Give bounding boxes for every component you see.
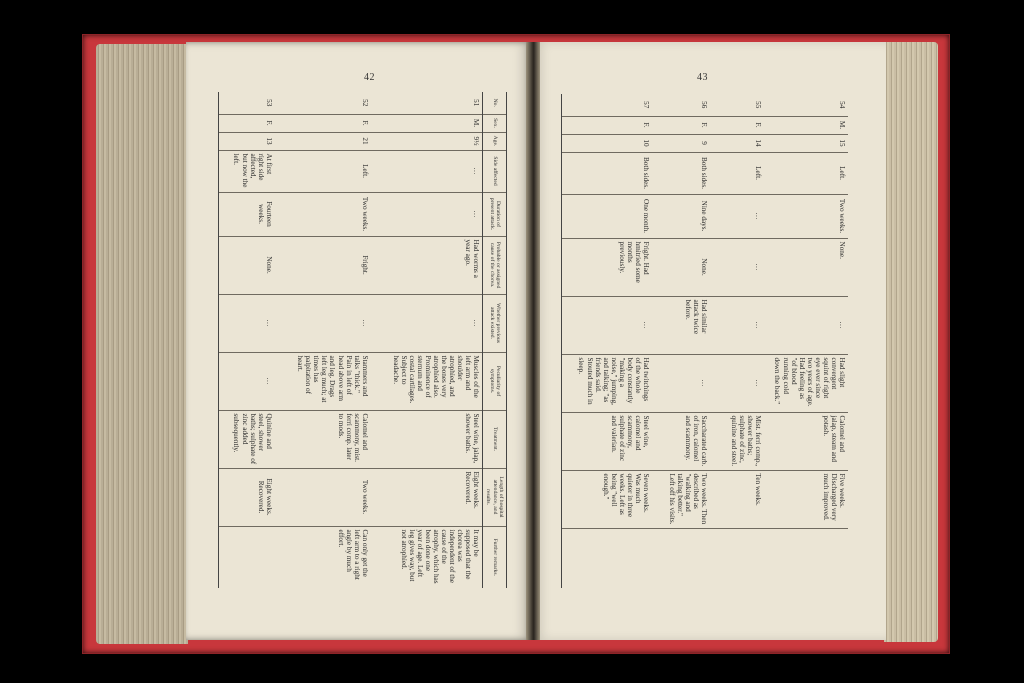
cell-cause: … bbox=[710, 238, 764, 296]
cell-sex: F. bbox=[710, 116, 764, 134]
cell-symptoms: Had slight convergent squint of right eye ever since two years of age. Had feeling as "of blood running cold down the back." bbox=[764, 354, 848, 412]
cell-age: 15 bbox=[764, 134, 848, 152]
cell-duration: … bbox=[710, 194, 764, 238]
table-row bbox=[764, 94, 848, 588]
cell-cause: None. bbox=[219, 236, 275, 294]
header-treatment: Treatment. bbox=[483, 410, 507, 468]
cell-sex: F. bbox=[562, 116, 652, 134]
cell-treatment: Calomel and scammony, mist. ferri comp. later to mods. bbox=[275, 410, 371, 468]
cell-previous: … bbox=[219, 294, 275, 352]
cell-symptoms: Muscles of the left arm and shoulder atrophied, and the bones very atrophied also. Prominence of sternum and costal cartilages. Subject to headache. bbox=[371, 352, 483, 410]
cell-length: Two weeks. Then described as "walking and talking better." Left off his visits. bbox=[652, 470, 710, 528]
cell-age: 21 bbox=[275, 132, 371, 150]
cell-cause: Fright. Had hmitried some months previously. bbox=[562, 238, 652, 296]
cell-age: 14 bbox=[710, 134, 764, 152]
left-page-table-wrapper bbox=[218, 92, 507, 588]
cell-remarks bbox=[562, 528, 652, 588]
cell-previous: … bbox=[764, 296, 848, 354]
header-symptoms: Peculiarity of symptoms. bbox=[483, 352, 507, 410]
cell-duration: Two weeks. bbox=[275, 192, 371, 236]
left-page-number: 42 bbox=[364, 72, 375, 83]
table-row bbox=[710, 94, 764, 588]
cell-remarks bbox=[764, 528, 848, 588]
cell-no: 54 bbox=[838, 101, 846, 109]
cell-cause: None. bbox=[652, 238, 710, 296]
cell-age: 9 bbox=[652, 134, 710, 152]
table-row bbox=[652, 94, 710, 588]
cell-remarks bbox=[652, 528, 710, 588]
cell-previous: Had similar attack twice before. bbox=[652, 296, 710, 354]
cell-age: 9½ bbox=[371, 132, 483, 150]
cell-side: Left. bbox=[275, 150, 371, 192]
cell-remarks bbox=[219, 526, 275, 588]
cell-no: 52 bbox=[360, 99, 369, 107]
cell-previous: … bbox=[371, 294, 483, 352]
header-no: No. bbox=[483, 92, 507, 114]
header-duration: Duration of present attack. bbox=[483, 192, 507, 236]
cell-symptoms: … bbox=[710, 354, 764, 412]
cell-treatment: Steel wine, jalap, shower baths. bbox=[371, 410, 483, 468]
cell-no: 53 bbox=[219, 92, 275, 114]
cell-no: 51 bbox=[472, 99, 481, 107]
table-row bbox=[562, 94, 652, 588]
cell-side: Both sides. bbox=[652, 152, 710, 194]
cell-duration: Fourteen weeks. bbox=[219, 192, 275, 236]
left-page-table bbox=[218, 92, 507, 588]
cell-duration: … bbox=[371, 192, 483, 236]
header-length: Length of hospital attendance, and results. bbox=[483, 468, 507, 526]
table-header-row bbox=[483, 92, 507, 588]
cell-treatment: Steel wine, calomel and scammony, sulphate of zinc and valerian. bbox=[562, 412, 652, 470]
cell-age: 10 bbox=[562, 134, 652, 152]
cell-remarks: Can only get the left arm to a right angle by much effort. bbox=[275, 526, 371, 588]
cell-duration: Nine days. bbox=[652, 194, 710, 238]
cell-length: Eight weeks. Recovered. bbox=[219, 468, 275, 526]
cell-treatment: Mist. ferri comp., shower baths; sulphate of zinc, quinine and steel. bbox=[710, 412, 764, 470]
page-edges-left bbox=[96, 44, 188, 644]
cell-age: 13 bbox=[219, 132, 275, 150]
cell-no: 56 bbox=[700, 101, 708, 109]
cell-sex: M. bbox=[371, 114, 483, 132]
cell-sex: M. bbox=[764, 116, 848, 134]
table-row bbox=[219, 92, 275, 588]
cell-side: … bbox=[371, 150, 483, 192]
right-page-table bbox=[562, 94, 849, 588]
cell-symptoms: … bbox=[652, 354, 710, 412]
cell-length: Two weeks. bbox=[275, 468, 371, 526]
table-row bbox=[275, 92, 371, 588]
header-remarks: Further remarks. bbox=[483, 526, 507, 588]
cell-cause: None. bbox=[764, 238, 848, 296]
cell-symptoms: … bbox=[219, 352, 275, 410]
cell-side: Left. bbox=[710, 152, 764, 194]
header-age: Age. bbox=[483, 132, 507, 150]
cell-previous: … bbox=[710, 296, 764, 354]
cell-sex: F. bbox=[275, 114, 371, 132]
cell-no: 57 bbox=[562, 94, 652, 116]
cell-length: Seven weeks. Was much quieter in three weeks. Left as being "well enough." bbox=[562, 470, 652, 528]
cell-sex: F. bbox=[219, 114, 275, 132]
header-side: Side affected bbox=[483, 150, 507, 192]
header-cause: Probable or assigned cause of the chorea. bbox=[483, 236, 507, 294]
table-row bbox=[371, 92, 483, 588]
cell-cause: Had worms a year ago. bbox=[371, 236, 483, 294]
cell-length: Eight weeks. Recovered. bbox=[371, 468, 483, 526]
page-edges-right bbox=[884, 42, 938, 642]
cell-treatment: Quinine and steel, shower baths; sulphate of zinc added subsequently. bbox=[219, 410, 275, 468]
cell-symptoms: Had twitchings of the whole body constantly "making a noise," jumping, and talking; "as friends said. Stouted much in sleep. bbox=[562, 354, 652, 412]
cell-side: At first right side affected, but now the left. bbox=[219, 150, 275, 192]
right-page-table-wrapper bbox=[562, 94, 849, 588]
cell-previous: … bbox=[562, 296, 652, 354]
book-gutter bbox=[526, 42, 540, 640]
cell-remarks: It may be supposed that the chorea was independent of the cause of the atrophy, which has been done one year of age. Left leg gives way, but not atrophied. bbox=[371, 526, 483, 588]
right-page-number: 43 bbox=[697, 72, 708, 83]
cell-sex: F. bbox=[652, 116, 710, 134]
cell-side: Both sides. bbox=[562, 152, 652, 194]
cell-length: Five weeks. Discharged very much improved. bbox=[764, 470, 848, 528]
cell-duration: One month. bbox=[562, 194, 652, 238]
cell-duration: Two weeks. bbox=[764, 194, 848, 238]
cell-treatment: Saccharated carb. of iron, calomel and scammony. bbox=[652, 412, 710, 470]
header-sex: Sex. bbox=[483, 114, 507, 132]
cell-symptoms: Stammers and talks "thick." Pain in left of head above arm and leg. Drags left leg much; at times has palpitation of heart. bbox=[275, 352, 371, 410]
cell-treatment: Calomel and jalap, steam and potash. bbox=[764, 412, 848, 470]
cell-side: Left. bbox=[764, 152, 848, 194]
cell-no: 55 bbox=[754, 101, 762, 109]
cell-length: Ten weeks. bbox=[710, 470, 764, 528]
cell-cause: Fright. bbox=[275, 236, 371, 294]
cell-remarks bbox=[710, 528, 764, 588]
cell-previous: … bbox=[275, 294, 371, 352]
header-previous: Whether previous attack existed. bbox=[483, 294, 507, 352]
